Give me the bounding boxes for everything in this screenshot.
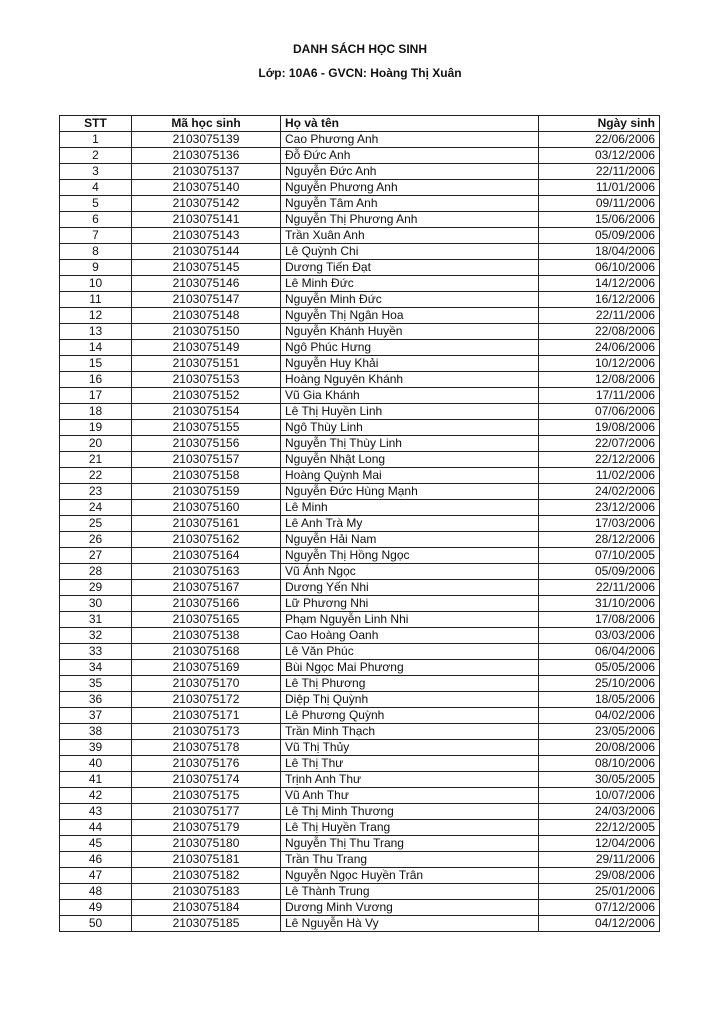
header-birth-date: Ngày sinh xyxy=(539,116,660,132)
cell-birth-date: 22/11/2006 xyxy=(539,580,660,596)
cell-full-name: Phạm Nguyễn Linh Nhi xyxy=(281,612,539,628)
table-row xyxy=(60,436,660,452)
cell-full-name: Vũ Gia Khánh xyxy=(281,388,539,404)
header-full-name: Họ và tên xyxy=(281,116,539,132)
cell-stt: 46 xyxy=(60,852,132,868)
table-row xyxy=(60,260,660,276)
table-body xyxy=(60,132,660,932)
table-row xyxy=(60,372,660,388)
cell-stt: 30 xyxy=(60,596,132,612)
cell-student-id: 2103075178 xyxy=(132,740,281,756)
cell-birth-date: 24/03/2006 xyxy=(539,804,660,820)
cell-stt: 36 xyxy=(60,692,132,708)
cell-full-name: Lê Thị Huyền Trang xyxy=(281,820,539,836)
cell-birth-date: 30/05/2005 xyxy=(539,772,660,788)
cell-birth-date: 03/03/2006 xyxy=(539,628,660,644)
cell-student-id: 2103075144 xyxy=(132,244,281,260)
cell-stt: 9 xyxy=(60,260,132,276)
cell-full-name: Ngô Phúc Hưng xyxy=(281,340,539,356)
cell-stt: 18 xyxy=(60,404,132,420)
cell-stt: 4 xyxy=(60,180,132,196)
cell-full-name: Nguyễn Đức Anh xyxy=(281,164,539,180)
cell-full-name: Lê Minh Đức xyxy=(281,276,539,292)
cell-student-id: 2103075175 xyxy=(132,788,281,804)
cell-birth-date: 28/12/2006 xyxy=(539,532,660,548)
cell-birth-date: 16/12/2006 xyxy=(539,292,660,308)
cell-stt: 33 xyxy=(60,644,132,660)
cell-birth-date: 24/02/2006 xyxy=(539,484,660,500)
cell-student-id: 2103075145 xyxy=(132,260,281,276)
cell-birth-date: 07/12/2006 xyxy=(539,900,660,916)
cell-student-id: 2103075162 xyxy=(132,532,281,548)
table-row xyxy=(60,852,660,868)
cell-birth-date: 06/04/2006 xyxy=(539,644,660,660)
cell-birth-date: 12/08/2006 xyxy=(539,372,660,388)
cell-full-name: Trịnh Anh Thư xyxy=(281,772,539,788)
cell-student-id: 2103075163 xyxy=(132,564,281,580)
cell-stt: 28 xyxy=(60,564,132,580)
cell-student-id: 2103075165 xyxy=(132,612,281,628)
cell-birth-date: 18/05/2006 xyxy=(539,692,660,708)
cell-birth-date: 12/04/2006 xyxy=(539,836,660,852)
table-row xyxy=(60,452,660,468)
table-row xyxy=(60,388,660,404)
table-row xyxy=(60,196,660,212)
cell-stt: 10 xyxy=(60,276,132,292)
cell-stt: 48 xyxy=(60,884,132,900)
cell-student-id: 2103075159 xyxy=(132,484,281,500)
cell-birth-date: 05/09/2006 xyxy=(539,564,660,580)
cell-student-id: 2103075154 xyxy=(132,404,281,420)
cell-full-name: Hoàng Nguyên Khánh xyxy=(281,372,539,388)
table-row xyxy=(60,420,660,436)
cell-student-id: 2103075166 xyxy=(132,596,281,612)
table-row xyxy=(60,244,660,260)
table-row xyxy=(60,836,660,852)
table-row xyxy=(60,484,660,500)
cell-stt: 50 xyxy=(60,916,132,932)
cell-full-name: Lê Anh Trà My xyxy=(281,516,539,532)
document-title: DANH SÁCH HỌC SINH xyxy=(292,42,427,56)
cell-full-name: Lê Thành Trung xyxy=(281,884,539,900)
table-row xyxy=(60,340,660,356)
cell-stt: 39 xyxy=(60,740,132,756)
table-row xyxy=(60,660,660,676)
cell-stt: 13 xyxy=(60,324,132,340)
table-row xyxy=(60,356,660,372)
cell-birth-date: 23/05/2006 xyxy=(539,724,660,740)
cell-stt: 8 xyxy=(60,244,132,260)
cell-birth-date: 17/08/2006 xyxy=(539,612,660,628)
cell-stt: 15 xyxy=(60,356,132,372)
table-row xyxy=(60,884,660,900)
cell-student-id: 2103075174 xyxy=(132,772,281,788)
cell-full-name: Dương Yến Nhi xyxy=(281,580,539,596)
table-row xyxy=(60,708,660,724)
cell-birth-date: 22/07/2006 xyxy=(539,436,660,452)
cell-student-id: 2103075139 xyxy=(132,132,281,148)
table-row xyxy=(60,564,660,580)
cell-student-id: 2103075179 xyxy=(132,820,281,836)
cell-birth-date: 06/10/2006 xyxy=(539,260,660,276)
cell-full-name: Vũ Ánh Ngọc xyxy=(281,564,539,580)
table-row xyxy=(60,516,660,532)
cell-birth-date: 03/12/2006 xyxy=(539,148,660,164)
cell-birth-date: 04/02/2006 xyxy=(539,708,660,724)
cell-stt: 23 xyxy=(60,484,132,500)
cell-birth-date: 25/01/2006 xyxy=(539,884,660,900)
table-header-row xyxy=(60,116,660,132)
cell-student-id: 2103075176 xyxy=(132,756,281,772)
cell-full-name: Lữ Phương Nhi xyxy=(281,596,539,612)
table-row xyxy=(60,756,660,772)
cell-full-name: Đỗ Đức Anh xyxy=(281,148,539,164)
cell-birth-date: 18/04/2006 xyxy=(539,244,660,260)
cell-stt: 47 xyxy=(60,868,132,884)
cell-full-name: Lê Thị Thư xyxy=(281,756,539,772)
cell-birth-date: 25/10/2006 xyxy=(539,676,660,692)
cell-full-name: Ngô Thùy Linh xyxy=(281,420,539,436)
cell-birth-date: 22/11/2006 xyxy=(539,308,660,324)
table-row xyxy=(60,596,660,612)
cell-stt: 38 xyxy=(60,724,132,740)
cell-student-id: 2103075161 xyxy=(132,516,281,532)
cell-birth-date: 05/09/2006 xyxy=(539,228,660,244)
table-row xyxy=(60,900,660,916)
cell-full-name: Lê Phương Quỳnh xyxy=(281,708,539,724)
cell-student-id: 2103075143 xyxy=(132,228,281,244)
cell-stt: 26 xyxy=(60,532,132,548)
cell-stt: 17 xyxy=(60,388,132,404)
cell-birth-date: 22/11/2006 xyxy=(539,164,660,180)
cell-full-name: Diệp Thị Quỳnh xyxy=(281,692,539,708)
cell-full-name: Nguyễn Tâm Anh xyxy=(281,196,539,212)
cell-full-name: Nguyễn Đức Hùng Mạnh xyxy=(281,484,539,500)
cell-full-name: Trần Thu Trang xyxy=(281,852,539,868)
table-row xyxy=(60,276,660,292)
cell-birth-date: 17/11/2006 xyxy=(539,388,660,404)
cell-student-id: 2103075167 xyxy=(132,580,281,596)
cell-stt: 49 xyxy=(60,900,132,916)
cell-birth-date: 17/03/2006 xyxy=(539,516,660,532)
table-row xyxy=(60,468,660,484)
cell-student-id: 2103075173 xyxy=(132,724,281,740)
cell-student-id: 2103075158 xyxy=(132,468,281,484)
table-row xyxy=(60,324,660,340)
cell-student-id: 2103075148 xyxy=(132,308,281,324)
cell-stt: 42 xyxy=(60,788,132,804)
table-row xyxy=(60,740,660,756)
cell-stt: 25 xyxy=(60,516,132,532)
cell-birth-date: 20/08/2006 xyxy=(539,740,660,756)
cell-full-name: Nguyễn Hải Nam xyxy=(281,532,539,548)
cell-stt: 3 xyxy=(60,164,132,180)
cell-stt: 16 xyxy=(60,372,132,388)
cell-birth-date: 05/05/2006 xyxy=(539,660,660,676)
table-row xyxy=(60,148,660,164)
cell-stt: 22 xyxy=(60,468,132,484)
cell-student-id: 2103075177 xyxy=(132,804,281,820)
cell-full-name: Nguyễn Thị Thu Trang xyxy=(281,836,539,852)
cell-birth-date: 24/06/2006 xyxy=(539,340,660,356)
cell-birth-date: 22/12/2005 xyxy=(539,820,660,836)
cell-full-name: Lê Thị Phương xyxy=(281,676,539,692)
cell-student-id: 2103075157 xyxy=(132,452,281,468)
table-row xyxy=(60,676,660,692)
cell-student-id: 2103075172 xyxy=(132,692,281,708)
table-row xyxy=(60,532,660,548)
cell-full-name: Lê Quỳnh Chi xyxy=(281,244,539,260)
cell-stt: 35 xyxy=(60,676,132,692)
cell-birth-date: 10/07/2006 xyxy=(539,788,660,804)
cell-full-name: Nguyễn Thị Hồng Ngọc xyxy=(281,548,539,564)
cell-stt: 29 xyxy=(60,580,132,596)
cell-full-name: Lê Thị Huyền Linh xyxy=(281,404,539,420)
cell-full-name: Nguyễn Thị Phương Anh xyxy=(281,212,539,228)
cell-birth-date: 23/12/2006 xyxy=(539,500,660,516)
cell-full-name: Lê Thị Minh Thương xyxy=(281,804,539,820)
cell-student-id: 2103075156 xyxy=(132,436,281,452)
cell-full-name: Lê Văn Phúc xyxy=(281,644,539,660)
cell-full-name: Nguyễn Huy Khải xyxy=(281,356,539,372)
cell-student-id: 2103075150 xyxy=(132,324,281,340)
cell-birth-date: 11/01/2006 xyxy=(539,180,660,196)
table-row xyxy=(60,772,660,788)
cell-birth-date: 22/06/2006 xyxy=(539,132,660,148)
cell-student-id: 2103075169 xyxy=(132,660,281,676)
cell-full-name: Vũ Thị Thủy xyxy=(281,740,539,756)
cell-birth-date: 08/10/2006 xyxy=(539,756,660,772)
table-row xyxy=(60,132,660,148)
table-row xyxy=(60,628,660,644)
table-row xyxy=(60,228,660,244)
table-row xyxy=(60,404,660,420)
cell-birth-date: 22/08/2006 xyxy=(539,324,660,340)
cell-full-name: Lê Nguyễn Hà Vy xyxy=(281,916,539,932)
cell-student-id: 2103075136 xyxy=(132,148,281,164)
cell-stt: 2 xyxy=(60,148,132,164)
cell-full-name: Nguyễn Thị Ngân Hoa xyxy=(281,308,539,324)
cell-full-name: Lê Minh xyxy=(281,500,539,516)
cell-full-name: Nguyễn Minh Đức xyxy=(281,292,539,308)
cell-full-name: Nguyễn Phương Anh xyxy=(281,180,539,196)
table-row xyxy=(60,820,660,836)
cell-birth-date: 11/02/2006 xyxy=(539,468,660,484)
cell-full-name: Cao Hoàng Oanh xyxy=(281,628,539,644)
table-row xyxy=(60,692,660,708)
table-row xyxy=(60,612,660,628)
table-row xyxy=(60,164,660,180)
cell-student-id: 2103075146 xyxy=(132,276,281,292)
student-list-table xyxy=(59,115,660,932)
cell-student-id: 2103075160 xyxy=(132,500,281,516)
cell-student-id: 2103075182 xyxy=(132,868,281,884)
cell-birth-date: 29/08/2006 xyxy=(539,868,660,884)
cell-student-id: 2103075147 xyxy=(132,292,281,308)
class-subtitle: Lớp: 10A6 - GVCN: Hoàng Thị Xuân xyxy=(258,66,462,80)
cell-stt: 20 xyxy=(60,436,132,452)
table-row xyxy=(60,500,660,516)
cell-student-id: 2103075168 xyxy=(132,644,281,660)
cell-stt: 31 xyxy=(60,612,132,628)
cell-full-name: Trần Xuân Anh xyxy=(281,228,539,244)
cell-student-id: 2103075184 xyxy=(132,900,281,916)
cell-stt: 19 xyxy=(60,420,132,436)
cell-student-id: 2103075181 xyxy=(132,852,281,868)
cell-student-id: 2103075138 xyxy=(132,628,281,644)
cell-stt: 11 xyxy=(60,292,132,308)
cell-student-id: 2103075155 xyxy=(132,420,281,436)
cell-student-id: 2103075171 xyxy=(132,708,281,724)
cell-student-id: 2103075152 xyxy=(132,388,281,404)
cell-stt: 1 xyxy=(60,132,132,148)
cell-student-id: 2103075164 xyxy=(132,548,281,564)
table-row xyxy=(60,212,660,228)
cell-stt: 14 xyxy=(60,340,132,356)
cell-stt: 12 xyxy=(60,308,132,324)
cell-birth-date: 14/12/2006 xyxy=(539,276,660,292)
cell-student-id: 2103075170 xyxy=(132,676,281,692)
table-row xyxy=(60,548,660,564)
cell-stt: 21 xyxy=(60,452,132,468)
table-row xyxy=(60,788,660,804)
cell-birth-date: 19/08/2006 xyxy=(539,420,660,436)
cell-full-name: Nguyễn Nhật Long xyxy=(281,452,539,468)
cell-stt: 32 xyxy=(60,628,132,644)
cell-birth-date: 07/10/2005 xyxy=(539,548,660,564)
cell-student-id: 2103075137 xyxy=(132,164,281,180)
cell-student-id: 2103075141 xyxy=(132,212,281,228)
cell-stt: 6 xyxy=(60,212,132,228)
cell-birth-date: 10/12/2006 xyxy=(539,356,660,372)
table-row xyxy=(60,580,660,596)
cell-student-id: 2103075149 xyxy=(132,340,281,356)
cell-birth-date: 22/12/2006 xyxy=(539,452,660,468)
header-stt: STT xyxy=(60,116,132,132)
cell-full-name: Dương Tiến Đạt xyxy=(281,260,539,276)
cell-student-id: 2103075140 xyxy=(132,180,281,196)
table-row xyxy=(60,644,660,660)
table-row xyxy=(60,804,660,820)
cell-stt: 45 xyxy=(60,836,132,852)
cell-birth-date: 31/10/2006 xyxy=(539,596,660,612)
table-row xyxy=(60,180,660,196)
cell-birth-date: 04/12/2006 xyxy=(539,916,660,932)
header-student-id: Mã học sinh xyxy=(132,116,281,132)
cell-stt: 37 xyxy=(60,708,132,724)
cell-birth-date: 29/11/2006 xyxy=(539,852,660,868)
cell-full-name: Bùi Ngọc Mai Phương xyxy=(281,660,539,676)
cell-student-id: 2103075153 xyxy=(132,372,281,388)
table-row xyxy=(60,308,660,324)
cell-full-name: Cao Phương Anh xyxy=(281,132,539,148)
cell-student-id: 2103075151 xyxy=(132,356,281,372)
table-row xyxy=(60,868,660,884)
cell-stt: 41 xyxy=(60,772,132,788)
cell-stt: 7 xyxy=(60,228,132,244)
cell-student-id: 2103075142 xyxy=(132,196,281,212)
cell-stt: 5 xyxy=(60,196,132,212)
cell-full-name: Trần Minh Thạch xyxy=(281,724,539,740)
cell-student-id: 2103075180 xyxy=(132,836,281,852)
cell-student-id: 2103075185 xyxy=(132,916,281,932)
cell-stt: 40 xyxy=(60,756,132,772)
cell-stt: 43 xyxy=(60,804,132,820)
cell-birth-date: 15/06/2006 xyxy=(539,212,660,228)
cell-full-name: Nguyễn Khánh Huyền xyxy=(281,324,539,340)
table-row xyxy=(60,724,660,740)
cell-student-id: 2103075183 xyxy=(132,884,281,900)
cell-stt: 27 xyxy=(60,548,132,564)
cell-stt: 44 xyxy=(60,820,132,836)
table-row xyxy=(60,292,660,308)
cell-birth-date: 07/06/2006 xyxy=(539,404,660,420)
cell-full-name: Vũ Anh Thư xyxy=(281,788,539,804)
cell-full-name: Hoàng Quỳnh Mai xyxy=(281,468,539,484)
cell-full-name: Nguyễn Ngọc Huyền Trân xyxy=(281,868,539,884)
cell-full-name: Dương Minh Vương xyxy=(281,900,539,916)
cell-stt: 24 xyxy=(60,500,132,516)
cell-birth-date: 09/11/2006 xyxy=(539,196,660,212)
cell-stt: 34 xyxy=(60,660,132,676)
table-row xyxy=(60,916,660,932)
cell-full-name: Nguyễn Thị Thùy Linh xyxy=(281,436,539,452)
